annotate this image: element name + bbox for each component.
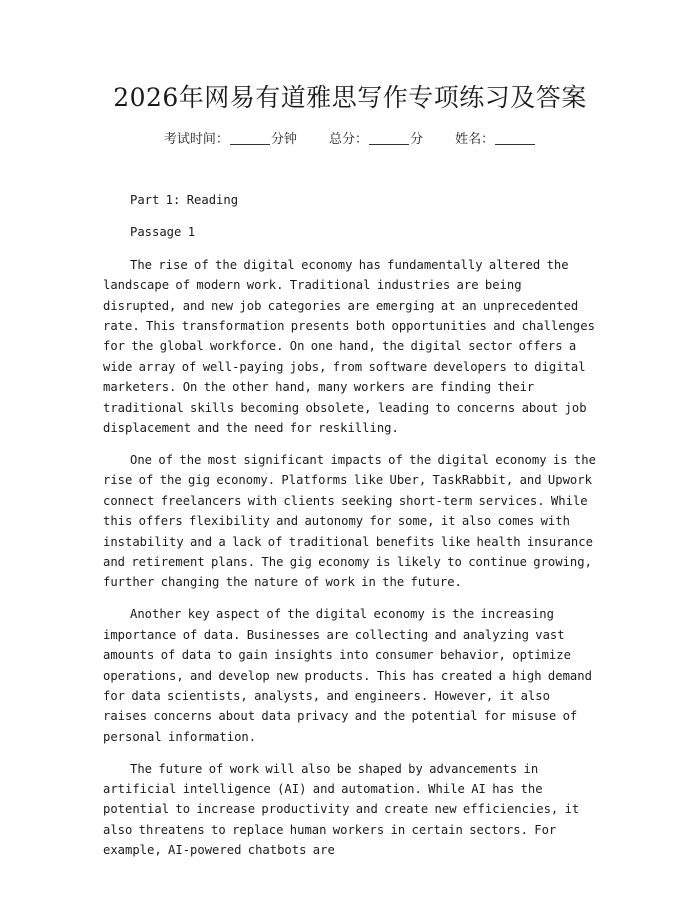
part-heading: Part 1: Reading bbox=[130, 193, 239, 207]
passage-paragraph: Another key aspect of the digital economy is the increasing importance of data. Businesses are collecting and analyzing vast amounts of data to gain insights into consumer behavior, optimize operations, and develop new products. This has created a high demand for data scientists, analysts, and engineers. However, it also raises concerns about data privacy and the potential for misuse of personal information. bbox=[103, 607, 592, 744]
student-name-label: 姓名： bbox=[455, 132, 495, 147]
student-name-field bbox=[455, 130, 536, 150]
exam-time-unit: 分钟 bbox=[270, 132, 297, 147]
total-score-unit: 分 bbox=[410, 132, 424, 147]
document-title: 2026年网易有道雅思写作专项练习及答案 bbox=[113, 83, 587, 112]
document-body bbox=[103, 190, 600, 872]
exam-time-field bbox=[164, 130, 297, 150]
passage-paragraph: One of the most significant impacts of the digital economy is the rise of the gig economy. Platforms like Uber, TaskRabbit, and Upwork connect freelancers with clients seeking short-term services. While this offers flexibility and autonomy for some, it also comes with instability and a lack of traditional benefits like health insurance and retirement plans. The gig economy is likely to continue growing, further changing the nature of work in the future. bbox=[103, 452, 596, 590]
passage-paragraph: The rise of the digital economy has fundamentally altered the landscape of modern work. Traditional industries are being disrupted, and new job categories are emerging at an unprecedented rate. This transformation presents both opportunities and challenges for the global workforce. On one hand, the digital sector offers a wide array of well-paying jobs, from software developers to digital marketers. On the other hand, many workers are finding their traditional skills becoming obsolete, leading to concerns about job displacement and the need for reskilling. bbox=[103, 257, 595, 436]
total-score-blank bbox=[369, 130, 409, 145]
passage-heading: Passage 1 bbox=[130, 225, 196, 240]
total-score-field bbox=[329, 130, 423, 150]
exam-time-label: 考试时间： bbox=[163, 132, 229, 147]
passage-paragraph: The future of work will also be shaped by advancements in artificial intelligence (AI) and automation. While AI has the potential to increase productivity and create new efficiencies, it also threatens to replace human workers in certain sectors. For example, AI-powered chatbots are bbox=[103, 761, 580, 858]
total-score-label: 总分： bbox=[328, 132, 368, 147]
exam-info-line bbox=[0, 130, 700, 150]
student-name-blank bbox=[495, 130, 535, 145]
exam-time-blank bbox=[230, 130, 270, 145]
